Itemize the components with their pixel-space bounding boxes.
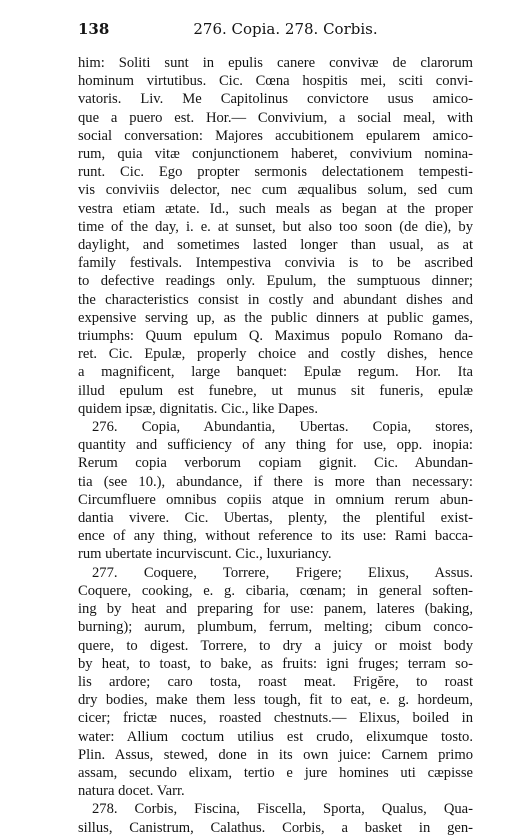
text-line: 278. Corbis, Fiscina, Fiscella, Sporta, Qualus, Qua- bbox=[92, 801, 473, 818]
text-line: ret. Cic. Epulæ, properly choice and costly dishes, hence bbox=[78, 346, 473, 363]
text-line: triumphs: Quum epulum Q. Maximus populo Romano da- bbox=[78, 328, 473, 345]
text-line: natura docet. Varr. bbox=[78, 783, 185, 800]
text-line: vestra etiam ætate. Id., such meals as began at the proper bbox=[78, 200, 473, 217]
text-line: dantia vivere. Cic. Ubertas, plenty, the plentiful exist- bbox=[78, 510, 473, 527]
text-line: Plin. Assus, stewed, done in its own juice: Carnem primo bbox=[78, 746, 473, 763]
text-line: vatoris. Liv. Me Capitolinus convictore usus amico- bbox=[78, 91, 473, 108]
text-line: expensive serving up, as the public dinners at public games, bbox=[78, 309, 473, 326]
text-line: sillus, Canistrum, Calathus. Corbis, a basket in gen- bbox=[78, 819, 473, 836]
text-line: Circumfluere omnibus copiis atque in omnium rerum abun- bbox=[78, 491, 473, 508]
running-header bbox=[78, 20, 473, 38]
body-text bbox=[78, 54, 473, 837]
text-line: lis ardore; caro tosta, roast meat. Frigĕre, to roast bbox=[78, 673, 473, 690]
text-line: vis conviviis delector, nec cum æqualibus solum, sed cum bbox=[78, 182, 473, 199]
text-line: Coquere, cooking, e. g. cibaria, cœnam; in general soften- bbox=[78, 582, 473, 599]
text-line: quantity and sufficiency of any thing for use, opp. inopia: bbox=[78, 437, 473, 454]
text-line: runt. Cic. Ego propter sermonis delectationem tempesti- bbox=[78, 164, 473, 181]
running-title: 276. Copia. 278. Corbis. bbox=[193, 20, 378, 38]
page-number: 138 bbox=[78, 20, 110, 38]
text-line: dry bodies, make them less tough, fit to eat, e. g. hordeum, bbox=[78, 692, 473, 709]
text-line: quere, to digest. Torrere, to dry a juicy or moist body bbox=[78, 637, 473, 654]
text-line: ence of any thing, without reference to its use: Rami bacca- bbox=[78, 528, 473, 545]
text-line: que a puero est. Hor.— Convivium, a social meal, with bbox=[78, 109, 473, 126]
text-line: hominum virtutibus. Cic. Cœna hospitis mei, sciti convi- bbox=[78, 73, 473, 90]
text-line: quidem ipsæ, dignitatis. Cic., like Dapes. bbox=[78, 400, 318, 417]
text-line: water: Allium coctum utilius est crudo, elixumque tosto. bbox=[78, 728, 473, 745]
text-line: by heat, to toast, to bake, as fruits: igni fruges; terram so- bbox=[78, 655, 473, 672]
text-line: him: Soliti sunt in epulis canere convivæ de clarorum bbox=[78, 55, 473, 71]
text-line: rum ubertate incurviscunt. Cic., luxuriancy. bbox=[78, 546, 332, 563]
text-line: burning); aurum, plumbum, ferrum, melting; cibum conco- bbox=[78, 619, 473, 636]
text-line: cicer; frictæ nuces, roasted chestnuts.— Elixus, boiled in bbox=[78, 710, 473, 727]
text-line: ing by heat and preparing for use: panem, lateres (baking, bbox=[78, 601, 473, 618]
text-line: assam, secundo elixam, tertio e jure homines uti cæpisse bbox=[78, 764, 473, 781]
text-line: illud epulum est funebre, ut munus sit funeris, epulæ bbox=[78, 382, 473, 399]
text-line: to defective readings only. Epulum, the sumptuous dinner; bbox=[78, 273, 473, 290]
text-line: rum, quia vitæ conjunctionem haberet, convivium nomina- bbox=[78, 146, 473, 163]
text-line: a magnificent, large banquet: Epulæ regum. Hor. Ita bbox=[78, 364, 473, 381]
text-line: the characteristics consist in costly and abundant dishes and bbox=[78, 291, 473, 308]
text-line: social conversation: Majores accubitionem epularem amico- bbox=[78, 127, 473, 144]
text-line: 276. Copia, Abundantia, Ubertas. Copia, stores, bbox=[92, 419, 473, 436]
text-line: tia (see 10.), abundance, if there is more than necessary: bbox=[78, 473, 473, 490]
text-line: Rerum copia verborum copiam gignit. Cic. Abundan- bbox=[78, 455, 473, 472]
text-line: family festivals. Intempestiva convivia is to be ascribed bbox=[78, 255, 473, 272]
text-line: 277. Coquere, Torrere, Frigere; Elixus, Assus. bbox=[92, 564, 473, 581]
text-line: daylight, and sometimes lasted longer than usual, as at bbox=[78, 237, 473, 254]
text-line: time of the day, i. e. at sunset, but also too soon (de die), by bbox=[78, 218, 473, 235]
